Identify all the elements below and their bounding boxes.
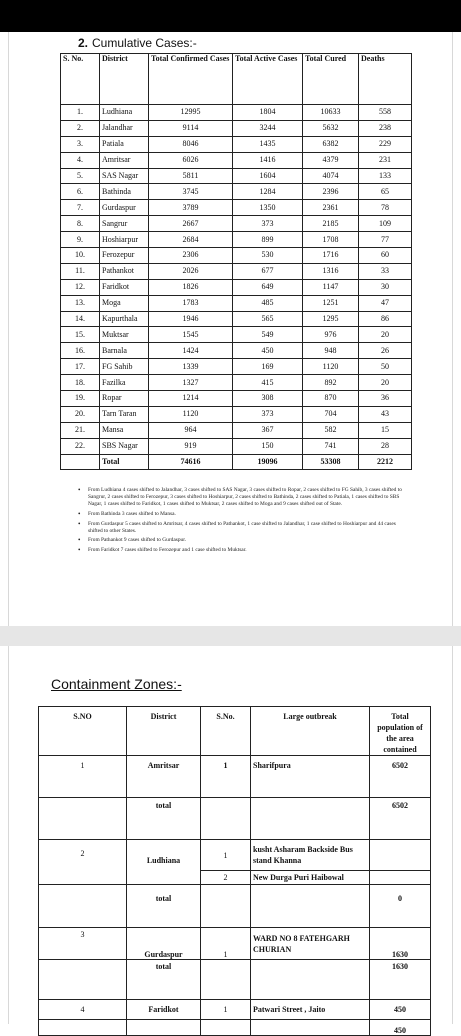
note-item: • From Pathankot 9 cases shifted to Gurdaspur. — [78, 537, 408, 544]
cell-district: Muktsar — [100, 327, 149, 343]
cell-total-cured: 976 — [303, 327, 359, 343]
table-row — [61, 375, 412, 391]
page-edge-left — [8, 32, 9, 626]
cell-district: Jalandhar — [100, 120, 149, 136]
cell-total-cured: 4074 — [303, 168, 359, 184]
table-row — [39, 756, 431, 798]
cell-empty — [201, 885, 251, 928]
cell-empty — [251, 885, 370, 928]
cell-sno: 5. — [61, 168, 100, 184]
cell-total-active: 530 — [233, 248, 303, 264]
cell-empty — [201, 960, 251, 1000]
table-row — [61, 343, 412, 359]
table-total-row — [39, 885, 431, 928]
cell-district: Amritsar — [100, 152, 149, 168]
cell-empty — [39, 798, 127, 840]
cell-total-confirmed: 12995 — [149, 105, 233, 121]
col-header-population: Total population of the area contained — [370, 707, 431, 756]
section-title-text: Cumulative Cases:- — [92, 36, 197, 50]
page-edge-left — [8, 646, 9, 1024]
cell-total-cured: 870 — [303, 391, 359, 407]
cell-sno: 12. — [61, 279, 100, 295]
table-row — [39, 840, 431, 871]
col-header-large-outbreak: Large outbreak — [251, 707, 370, 756]
col-header-total-active: Total Active Cases — [233, 54, 303, 105]
cumulative-cases-table — [60, 53, 412, 470]
cell-sub-sno: 1 — [201, 840, 251, 871]
cell-total-active: 3244 — [233, 120, 303, 136]
case-shift-notes — [78, 487, 408, 557]
cell-sno: 1. — [61, 105, 100, 121]
page-separator — [0, 626, 461, 646]
table-total-row — [61, 454, 412, 470]
note-item: • From Faridkot 7 cases shifted to Ferozepur and 1 case shifted to Muktsar. — [78, 547, 408, 554]
cell-total-cured: 1716 — [303, 248, 359, 264]
table-row — [61, 327, 412, 343]
cell-sno: 11. — [61, 263, 100, 279]
cell-total-confirmed: 2684 — [149, 232, 233, 248]
table-header-row — [61, 54, 412, 105]
cell-total-cured: 10633 — [303, 105, 359, 121]
cell-total-active: 1804 — [233, 105, 303, 121]
cell-outbreak: WARD NO 8 FATEHGARH CHURIAN — [251, 928, 370, 960]
cell-deaths: 20 — [359, 375, 412, 391]
cell-total-confirmed: 1783 — [149, 295, 233, 311]
col-header-total-confirmed: Total Confirmed Cases — [149, 54, 233, 105]
cell-population — [370, 871, 431, 885]
cell-district: Ferozepur — [100, 248, 149, 264]
cell-total-active: 549 — [233, 327, 303, 343]
cell-total-cured: 892 — [303, 375, 359, 391]
cell-district: Gurdaspur — [127, 928, 201, 960]
cell-deaths: 109 — [359, 216, 412, 232]
cell-deaths: 26 — [359, 343, 412, 359]
cell-total-label: total — [127, 960, 201, 1000]
cell-deaths: 15 — [359, 422, 412, 438]
cell-empty — [201, 798, 251, 840]
cell-deaths: 65 — [359, 184, 412, 200]
cell-total-cured: 948 — [303, 343, 359, 359]
table-row — [61, 168, 412, 184]
col-header-district: District — [100, 54, 149, 105]
cell-sno: 22. — [61, 438, 100, 454]
cell-total-active: 308 — [233, 391, 303, 407]
col-header-deaths: Deaths — [359, 54, 412, 105]
table-row — [39, 928, 431, 960]
col-header-total-cured: Total Cured — [303, 54, 359, 105]
cell-total-cured: 2361 — [303, 200, 359, 216]
col-header-sub-sno: S.No. — [201, 707, 251, 756]
cell-empty — [251, 1020, 370, 1036]
cell-deaths: 78 — [359, 200, 412, 216]
cell-sno: 1 — [39, 756, 127, 798]
cell-total-cured: 1251 — [303, 295, 359, 311]
cell-deaths: 28 — [359, 438, 412, 454]
cell-deaths: 30 — [359, 279, 412, 295]
cell-total-active: 485 — [233, 295, 303, 311]
cell-total-active: 450 — [233, 343, 303, 359]
cell-sno: 4 — [39, 1000, 127, 1020]
cell-district: FG Sahib — [100, 359, 149, 375]
cell-total-value: 450 — [370, 1020, 431, 1036]
table-row — [61, 184, 412, 200]
cell-district: SBS Nagar — [100, 438, 149, 454]
col-header-district: District — [127, 707, 201, 756]
cell-sno: 7. — [61, 200, 100, 216]
cell-total-cured: 582 — [303, 422, 359, 438]
table-header-row — [39, 707, 431, 756]
cell-total-active: 373 — [233, 406, 303, 422]
cell-deaths: 133 — [359, 168, 412, 184]
cell-deaths: 47 — [359, 295, 412, 311]
table-row — [61, 105, 412, 121]
note-item: • From Gurdaspur 5 cases shifted to Amritsar, 4 cases shifted to Pathankot, 1 case shifted to Jalandhar, 1 case shifted to Hoshiarpur and 44 cases shifted to other States. — [78, 521, 408, 535]
cell-sno: 15. — [61, 327, 100, 343]
cell-district: Moga — [100, 295, 149, 311]
cell-sno: 14. — [61, 311, 100, 327]
cell-total-cured: 6382 — [303, 136, 359, 152]
cell-empty — [251, 960, 370, 1000]
table-row — [61, 422, 412, 438]
cell-total-confirmed: 9114 — [149, 120, 233, 136]
table-row — [61, 295, 412, 311]
cell-empty — [201, 1020, 251, 1036]
table-row — [61, 136, 412, 152]
table-row — [61, 120, 412, 136]
cumulative-section-title — [78, 36, 197, 50]
cell-outbreak: Sharifpura — [251, 756, 370, 798]
document-page-containment — [0, 646, 461, 1035]
cell-sno: 8. — [61, 216, 100, 232]
cell-total-confirmed: 8046 — [149, 136, 233, 152]
cell-total-active: 677 — [233, 263, 303, 279]
total-cured: 53308 — [303, 454, 359, 470]
cell-empty — [39, 1020, 127, 1036]
cell-total-confirmed: 2306 — [149, 248, 233, 264]
cell-total-cured: 2396 — [303, 184, 359, 200]
cell-empty — [39, 960, 127, 1000]
cell-district: Tarn Taran — [100, 406, 149, 422]
cell-sno: 20. — [61, 406, 100, 422]
cell-sub-sno: 1 — [201, 756, 251, 798]
cell-deaths: 20 — [359, 327, 412, 343]
cell-deaths: 77 — [359, 232, 412, 248]
cell-deaths: 229 — [359, 136, 412, 152]
table-row — [61, 263, 412, 279]
total-confirmed: 74616 — [149, 454, 233, 470]
cell-total-active: 649 — [233, 279, 303, 295]
cell-total-confirmed: 1214 — [149, 391, 233, 407]
table-row — [61, 216, 412, 232]
table-row — [61, 152, 412, 168]
table-row — [61, 232, 412, 248]
cell-outbreak: New Durga Puri Haibowal — [251, 871, 370, 885]
note-item: • From Bathinda 3 cases shifted to Mansa. — [78, 511, 408, 518]
cell-total-active: 1604 — [233, 168, 303, 184]
cell-sub-sno: 1 — [201, 928, 251, 960]
cell-sno: 2 — [39, 840, 127, 885]
cell-total-active: 373 — [233, 216, 303, 232]
cell-sno: 13. — [61, 295, 100, 311]
cell-total-confirmed: 3745 — [149, 184, 233, 200]
cell-deaths: 231 — [359, 152, 412, 168]
cell-total-confirmed: 1826 — [149, 279, 233, 295]
cell-total-cured: 1316 — [303, 263, 359, 279]
cell-total-confirmed: 3789 — [149, 200, 233, 216]
cell-total-cured: 741 — [303, 438, 359, 454]
cell-total-active: 1284 — [233, 184, 303, 200]
table-row — [39, 1000, 431, 1020]
cell-total-confirmed: 1424 — [149, 343, 233, 359]
cell-total-confirmed: 1946 — [149, 311, 233, 327]
cell-empty — [39, 885, 127, 928]
cell-total-cured: 5632 — [303, 120, 359, 136]
cell-deaths: 50 — [359, 359, 412, 375]
table-row — [61, 438, 412, 454]
cell-outbreak: kusht Asharam Backside Bus stand Khanna — [251, 840, 370, 871]
cell-total-cured: 1708 — [303, 232, 359, 248]
cell-population: 450 — [370, 1000, 431, 1020]
cell-deaths: 33 — [359, 263, 412, 279]
cell-sub-sno: 1 — [201, 1000, 251, 1020]
cell-district: Sangrur — [100, 216, 149, 232]
cell-total-cured: 1147 — [303, 279, 359, 295]
cell-district: Kapurthala — [100, 311, 149, 327]
cell-sub-sno: 2 — [201, 871, 251, 885]
cell-empty — [127, 1020, 201, 1036]
cell-sno: 19. — [61, 391, 100, 407]
cell-total-confirmed: 1545 — [149, 327, 233, 343]
page-edge-right — [452, 32, 453, 626]
cell-sno: 2. — [61, 120, 100, 136]
cell-total-confirmed: 964 — [149, 422, 233, 438]
cell-total-label: total — [127, 798, 201, 840]
col-header-sno: S. No. — [61, 54, 100, 105]
table-row — [61, 248, 412, 264]
table-row — [61, 359, 412, 375]
table-total-row — [39, 960, 431, 1000]
cell-total-cured: 4379 — [303, 152, 359, 168]
table-total-row — [39, 798, 431, 840]
cell-total-confirmed: 919 — [149, 438, 233, 454]
cell-total-active: 1416 — [233, 152, 303, 168]
containment-zones-table — [38, 706, 431, 1036]
cell-total-value: 1630 — [370, 960, 431, 1000]
cell-deaths: 43 — [359, 406, 412, 422]
cell-population — [370, 840, 431, 871]
cell-deaths: 60 — [359, 248, 412, 264]
cell-district: Ludhiana — [127, 840, 201, 885]
table-row — [61, 200, 412, 216]
cell-sno: 18. — [61, 375, 100, 391]
cell-deaths: 86 — [359, 311, 412, 327]
note-item: • From Ludhiana 4 cases shifted to Jalandhar, 3 cases shifted to SAS Nagar, 3 cases shifted to Ropar, 2 cases shifted to FG Sahib, 3 cases shifted to Sangrur, 2 cases shifted to Ferozepur, 3 cases shifted to Hoshiarpur, 2 cases shifted to Bathinda, 2 cases shifted to Patiala, 1 cases shifted to SBS Nagar, 1 cases shifted to Faridkot, 1 cases shifted to Muktsar, 2 cases shifted to Moga and 9 cases shifted out of State. — [78, 487, 408, 509]
cell-sno: 3 — [39, 928, 127, 960]
cell-total-cured: 1120 — [303, 359, 359, 375]
cell-total-confirmed: 6026 — [149, 152, 233, 168]
cell-district: SAS Nagar — [100, 168, 149, 184]
cell-total-active: 415 — [233, 375, 303, 391]
total-label: Total — [100, 454, 149, 470]
cell-sno: 3. — [61, 136, 100, 152]
cell-total-confirmed: 2667 — [149, 216, 233, 232]
cell-total-active: 1435 — [233, 136, 303, 152]
cell-empty — [251, 798, 370, 840]
total-active: 19096 — [233, 454, 303, 470]
total-deaths: 2212 — [359, 454, 412, 470]
cell-district: Barnala — [100, 343, 149, 359]
table-total-row — [39, 1020, 431, 1036]
cell-district: Faridkot — [127, 1000, 201, 1020]
cell-total-value: 0 — [370, 885, 431, 928]
cell-outbreak: Patwari Street , Jaito — [251, 1000, 370, 1020]
cell-deaths: 36 — [359, 391, 412, 407]
cell-sno: 17. — [61, 359, 100, 375]
total-sno — [61, 454, 100, 470]
cell-sno: 16. — [61, 343, 100, 359]
table-row — [61, 279, 412, 295]
cell-district: Pathankot — [100, 263, 149, 279]
cell-total-cured: 2185 — [303, 216, 359, 232]
cell-total-active: 367 — [233, 422, 303, 438]
cell-total-active: 169 — [233, 359, 303, 375]
cell-total-value: 6502 — [370, 798, 431, 840]
cell-total-active: 899 — [233, 232, 303, 248]
cell-total-confirmed: 1339 — [149, 359, 233, 375]
cell-district: Gurdaspur — [100, 200, 149, 216]
cell-deaths: 238 — [359, 120, 412, 136]
cell-district: Hoshiarpur — [100, 232, 149, 248]
cell-total-confirmed: 5811 — [149, 168, 233, 184]
containment-section-title: Containment Zones:- — [51, 676, 182, 692]
cell-district: Bathinda — [100, 184, 149, 200]
cell-district: Ropar — [100, 391, 149, 407]
cell-district: Fazilka — [100, 375, 149, 391]
cell-district: Faridkot — [100, 279, 149, 295]
document-page-cumulative — [0, 32, 461, 626]
cell-total-confirmed: 2026 — [149, 263, 233, 279]
cell-total-confirmed: 1327 — [149, 375, 233, 391]
cell-population: 6502 — [370, 756, 431, 798]
cell-district: Mansa — [100, 422, 149, 438]
cell-sno: 6. — [61, 184, 100, 200]
cell-sno: 9. — [61, 232, 100, 248]
cell-total-cured: 1295 — [303, 311, 359, 327]
table-row — [61, 406, 412, 422]
cell-district: Amritsar — [127, 756, 201, 798]
cell-district: Ludhiana — [100, 105, 149, 121]
phone-status-bar — [0, 0, 461, 32]
cell-total-active: 150 — [233, 438, 303, 454]
cell-population: 1630 — [370, 928, 431, 960]
cell-sno: 4. — [61, 152, 100, 168]
cell-sno: 21. — [61, 422, 100, 438]
cell-total-active: 1350 — [233, 200, 303, 216]
cell-total-label: total — [127, 885, 201, 928]
cell-total-cured: 704 — [303, 406, 359, 422]
table-row — [61, 391, 412, 407]
cell-district: Patiala — [100, 136, 149, 152]
cell-deaths: 558 — [359, 105, 412, 121]
cell-total-active: 565 — [233, 311, 303, 327]
cell-sno: 10. — [61, 248, 100, 264]
col-header-sno: S.NO — [39, 707, 127, 756]
table-row — [61, 311, 412, 327]
page-edge-right — [452, 646, 453, 1024]
section-number: 2. — [78, 36, 89, 50]
cell-total-confirmed: 1120 — [149, 406, 233, 422]
